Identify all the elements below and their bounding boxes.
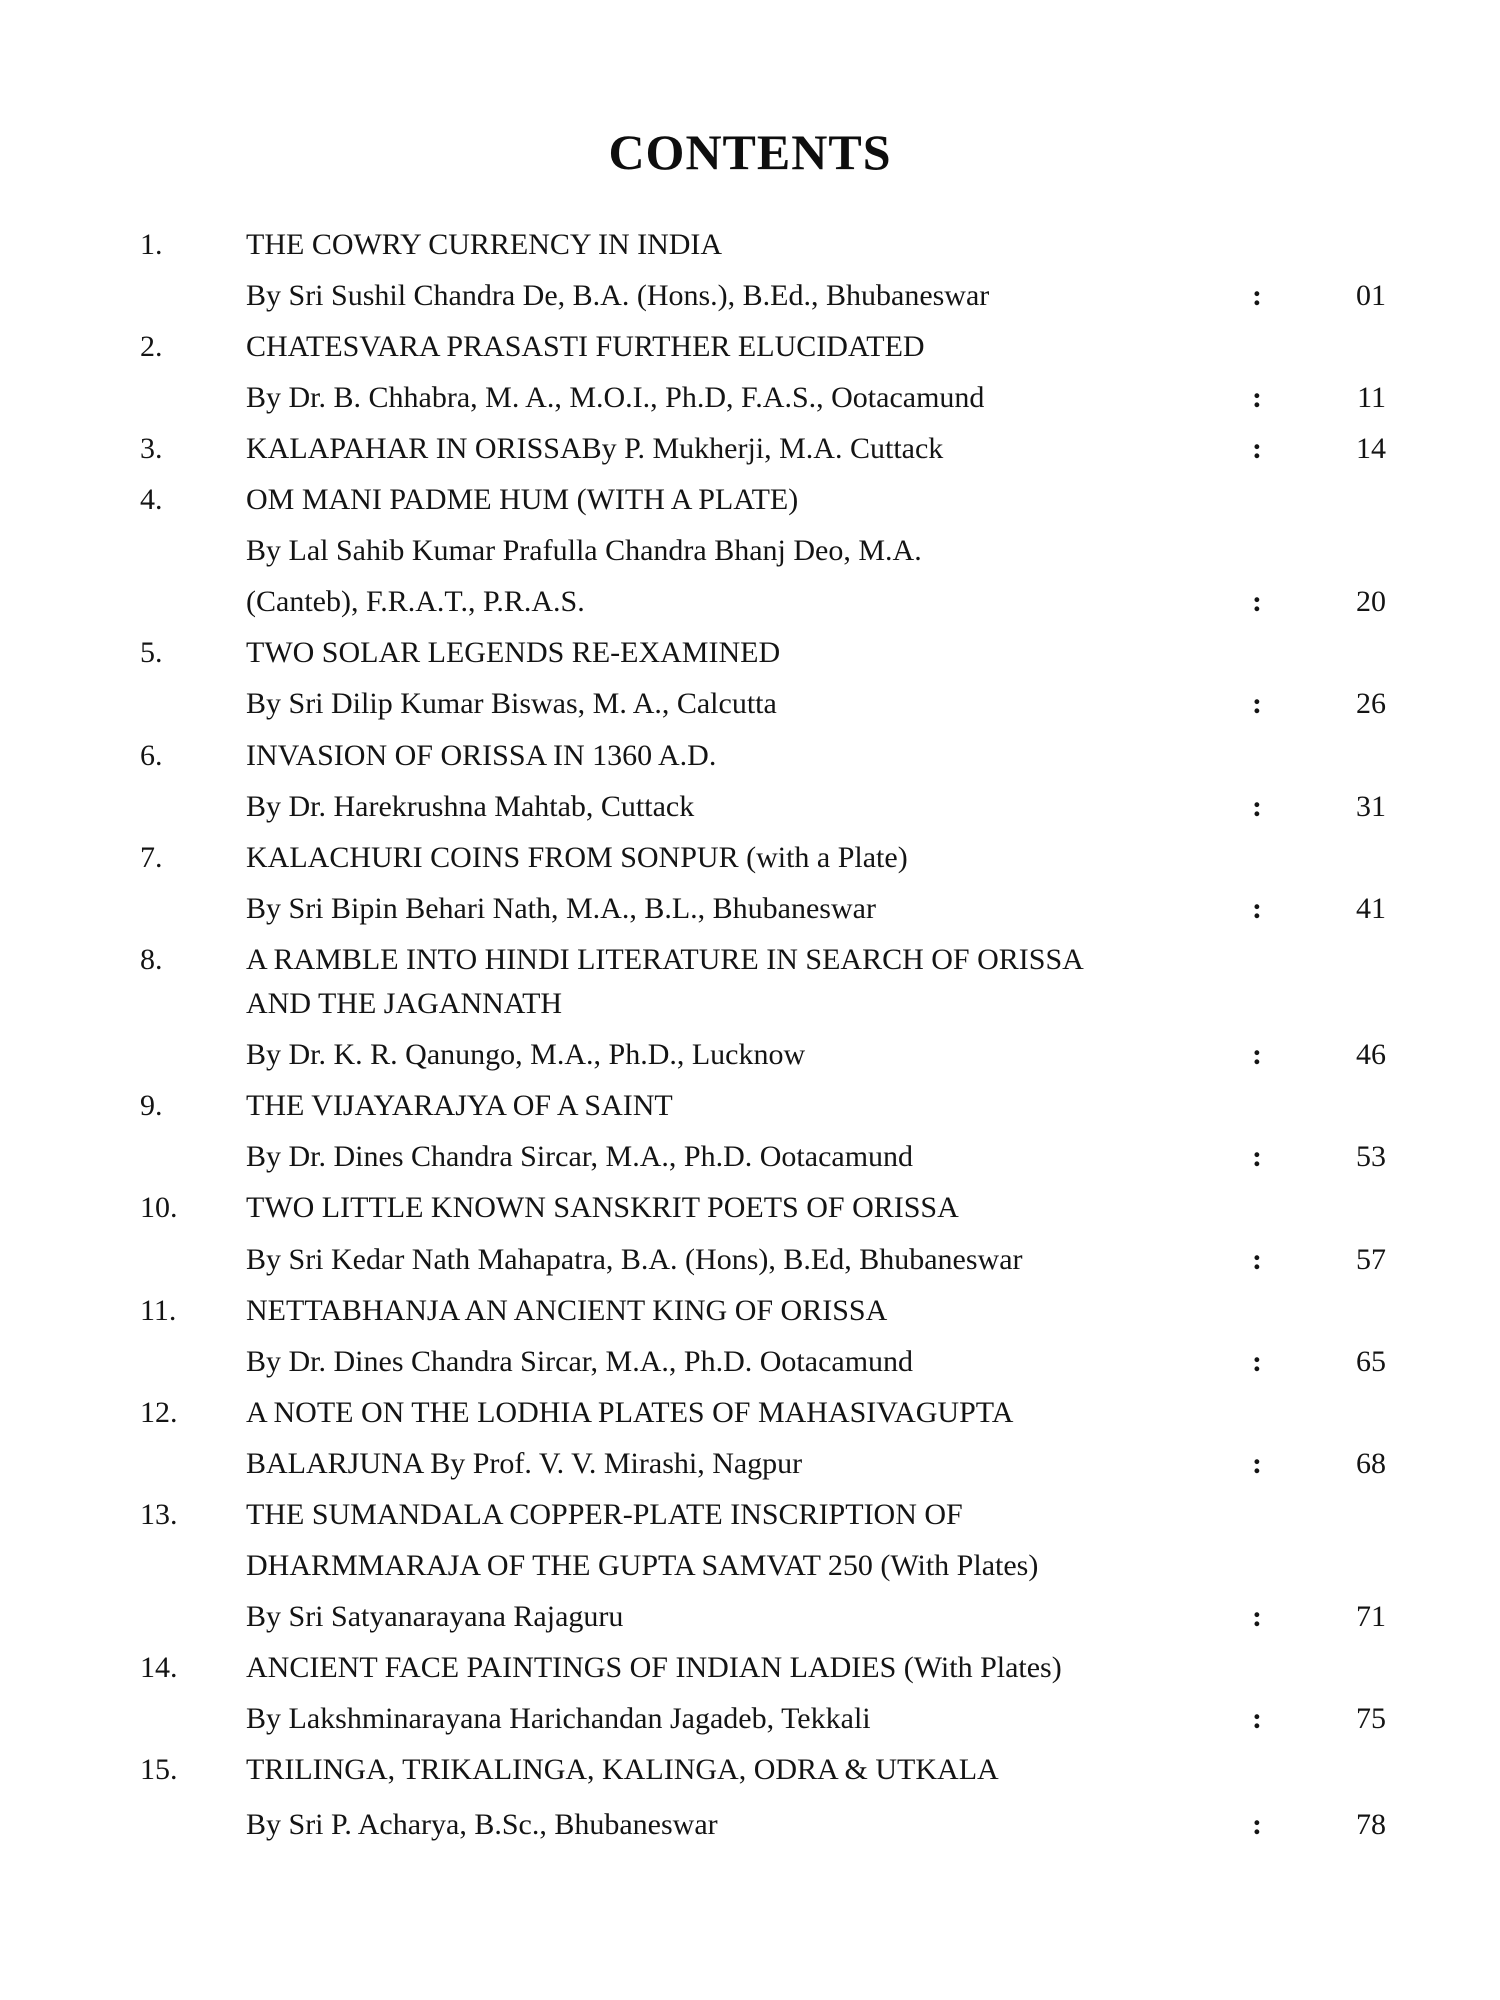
entry-text: By Lakshminarayana Harichandan Jagadeb, Tekkali [246,1702,871,1735]
toc-line [0,528,1500,574]
toc-line [0,324,1500,370]
entry-number: 7. [140,841,163,874]
toc-line [0,1083,1500,1129]
entry-text: By Lal Sahib Kumar Prafulla Chandra Bhanj Deo, M.A. [246,534,922,567]
entry-title: THE COWRY CURRENCY IN INDIA [246,228,723,261]
entry-number: 10. [140,1191,178,1224]
entry-number: 4. [140,483,163,516]
entry-text: AND THE JAGANNATH [246,987,563,1020]
toc-line [0,886,1500,932]
page-separator: : [1252,892,1262,925]
toc-line [0,1237,1500,1283]
toc-line [0,1032,1500,1078]
entry-text: By Sri Sushil Chandra De, B.A. (Hons.), B.Ed., Bhubaneswar [246,279,990,312]
toc-line [0,1288,1500,1334]
entry-title: A NOTE ON THE LODHIA PLATES OF MAHASIVAGUPTA [246,1396,1014,1429]
entry-number: 15. [140,1753,178,1786]
entry-number: 11. [140,1294,177,1327]
entry-number: 5. [140,636,163,669]
toc-line [0,630,1500,676]
page-separator: : [1252,1038,1262,1071]
entry-number: 3. [140,432,163,465]
page-number: 11 [1357,381,1386,414]
toc-line [0,1492,1500,1538]
entry-number: 14. [140,1651,178,1684]
page-separator: : [1252,432,1262,465]
entry-text: By Sri Satyanarayana Rajaguru [246,1600,624,1633]
entry-text: By Sri Kedar Nath Mahapatra, B.A. (Hons), B.Ed, Bhubaneswar [246,1243,1023,1276]
page-separator: : [1252,279,1262,312]
page-number: 46 [1356,1038,1386,1071]
entry-number: 1. [140,228,163,261]
entry-text: DHARMMARAJA OF THE GUPTA SAMVAT 250 (With Plates) [246,1549,1039,1582]
entry-title: KALAPAHAR IN ORISSABy P. Mukherji, M.A. Cuttack [246,432,944,465]
page-number: 75 [1356,1702,1386,1735]
page-number: 68 [1356,1447,1386,1480]
entry-text: BALARJUNA By Prof. V. V. Mirashi, Nagpur [246,1447,803,1480]
entry-text: By Dr. K. R. Qanungo, M.A., Ph.D., Lucknow [246,1038,806,1071]
page-number: 65 [1356,1345,1386,1378]
entry-number: 12. [140,1396,178,1429]
toc-line [0,835,1500,881]
toc-line [0,1339,1500,1385]
entry-number: 13. [140,1498,178,1531]
toc-line [0,273,1500,319]
page-title: CONTENTS [608,124,892,180]
toc-line [0,1441,1500,1487]
toc-line [0,681,1500,727]
toc-line [0,1747,1500,1793]
entry-title: NETTABHANJA AN ANCIENT KING OF ORISSA [246,1294,888,1327]
entry-title: A RAMBLE INTO HINDI LITERATURE IN SEARCH OF ORISSA [246,943,1084,976]
toc-line [0,375,1500,421]
entry-text: By Dr. B. Chhabra, M. A., M.O.I., Ph.D, F.A.S., Ootacamund [246,381,985,414]
toc-line [0,1802,1500,1848]
toc-line [0,1645,1500,1691]
page-number: 31 [1356,790,1386,823]
toc-line [0,222,1500,268]
page-separator: : [1252,381,1262,414]
entry-text: By Dr. Harekrushna Mahtab, Cuttack [246,790,695,823]
page-separator: : [1252,585,1262,618]
page-number: 01 [1356,279,1386,312]
page-number: 57 [1356,1243,1386,1276]
toc-line [0,1696,1500,1742]
entry-number: 2. [140,330,163,363]
page-separator: : [1252,1140,1262,1173]
entry-number: 8. [140,943,163,976]
page-number: 20 [1356,585,1386,618]
page-number: 71 [1356,1600,1386,1633]
page-number: 14 [1356,432,1386,465]
entry-text: By Dr. Dines Chandra Sircar, M.A., Ph.D. Ootacamund [246,1140,914,1173]
page-separator: : [1252,687,1262,720]
page-number: 53 [1356,1140,1386,1173]
page-number: 26 [1356,687,1386,720]
entry-text: By Sri Bipin Behari Nath, M.A., B.L., Bhubaneswar [246,892,876,925]
page-separator: : [1252,1808,1262,1841]
toc-line [0,1543,1500,1589]
entry-title: THE SUMANDALA COPPER-PLATE INSCRIPTION OF [246,1498,963,1531]
entry-title: TWO SOLAR LEGENDS RE-EXAMINED [246,636,781,669]
toc-line [0,733,1500,779]
entry-title: KALACHURI COINS FROM SONPUR (with a Plate) [246,841,908,874]
page-separator: : [1252,1345,1262,1378]
entry-text: By Sri P. Acharya, B.Sc., Bhubaneswar [246,1808,718,1841]
entry-title: THE VIJAYARAJYA OF A SAINT [246,1089,673,1122]
toc-line [0,579,1500,625]
toc-line [0,1134,1500,1180]
toc-line [0,477,1500,523]
entry-title: ANCIENT FACE PAINTINGS OF INDIAN LADIES (With Plates) [246,1651,1062,1684]
toc-line [0,981,1500,1027]
entry-text: By Sri Dilip Kumar Biswas, M. A., Calcutta [246,687,777,720]
page-separator: : [1252,1243,1262,1276]
entry-number: 9. [140,1089,163,1122]
page-number: 41 [1356,892,1386,925]
entry-title: CHATESVARA PRASASTI FURTHER ELUCIDATED [246,330,925,363]
page-separator: : [1252,1447,1262,1480]
page-separator: : [1252,790,1262,823]
entry-text: (Canteb), F.R.A.T., P.R.A.S. [246,585,585,618]
toc-line [0,937,1500,983]
toc-line [0,1594,1500,1640]
page-separator: : [1252,1702,1262,1735]
toc-line [0,1390,1500,1436]
entry-text: By Dr. Dines Chandra Sircar, M.A., Ph.D. Ootacamund [246,1345,914,1378]
toc-line [0,784,1500,830]
toc-line [0,1185,1500,1231]
page-number: 78 [1356,1808,1386,1841]
page-separator: : [1252,1600,1262,1633]
entry-number: 6. [140,739,163,772]
entry-title: OM MANI PADME HUM (WITH A PLATE) [246,483,799,516]
entry-title: TRILINGA, TRIKALINGA, KALINGA, ODRA & UTKALA [246,1753,999,1786]
entry-title: INVASION OF ORISSA IN 1360 A.D. [246,739,717,772]
toc-line [0,426,1500,472]
entry-title: TWO LITTLE KNOWN SANSKRIT POETS OF ORISSA [246,1191,959,1224]
